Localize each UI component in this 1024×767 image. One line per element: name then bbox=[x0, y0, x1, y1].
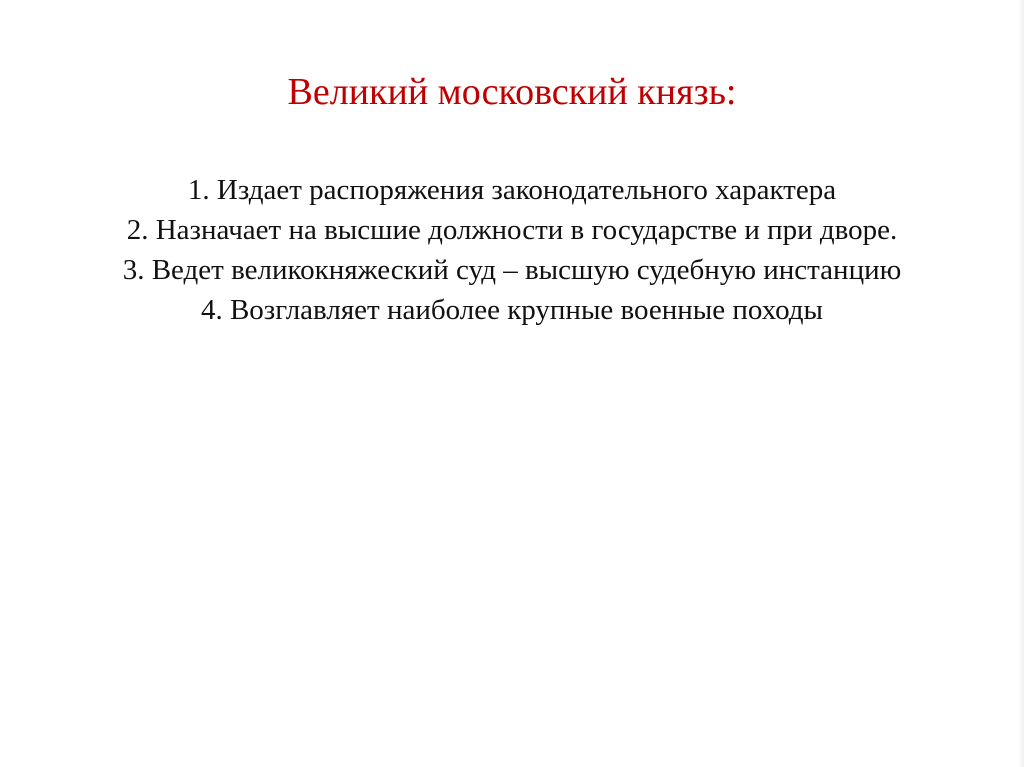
list-item: 3. Ведет великокняжеский суд – высшую судебную инстанцию bbox=[122, 254, 902, 286]
slide-content bbox=[70, 70, 954, 330]
powers-list bbox=[70, 170, 954, 330]
slide-title: Великий московский князь: bbox=[287, 71, 737, 113]
list-item: 1. Издает распоряжения законодательного характера bbox=[187, 174, 837, 206]
list-item: 2. Назначает на высшие должности в государстве и при дворе. bbox=[126, 214, 898, 246]
spacer bbox=[70, 114, 954, 170]
list-item: 4. Возглавляет наиболее крупные военные походы bbox=[200, 294, 824, 326]
